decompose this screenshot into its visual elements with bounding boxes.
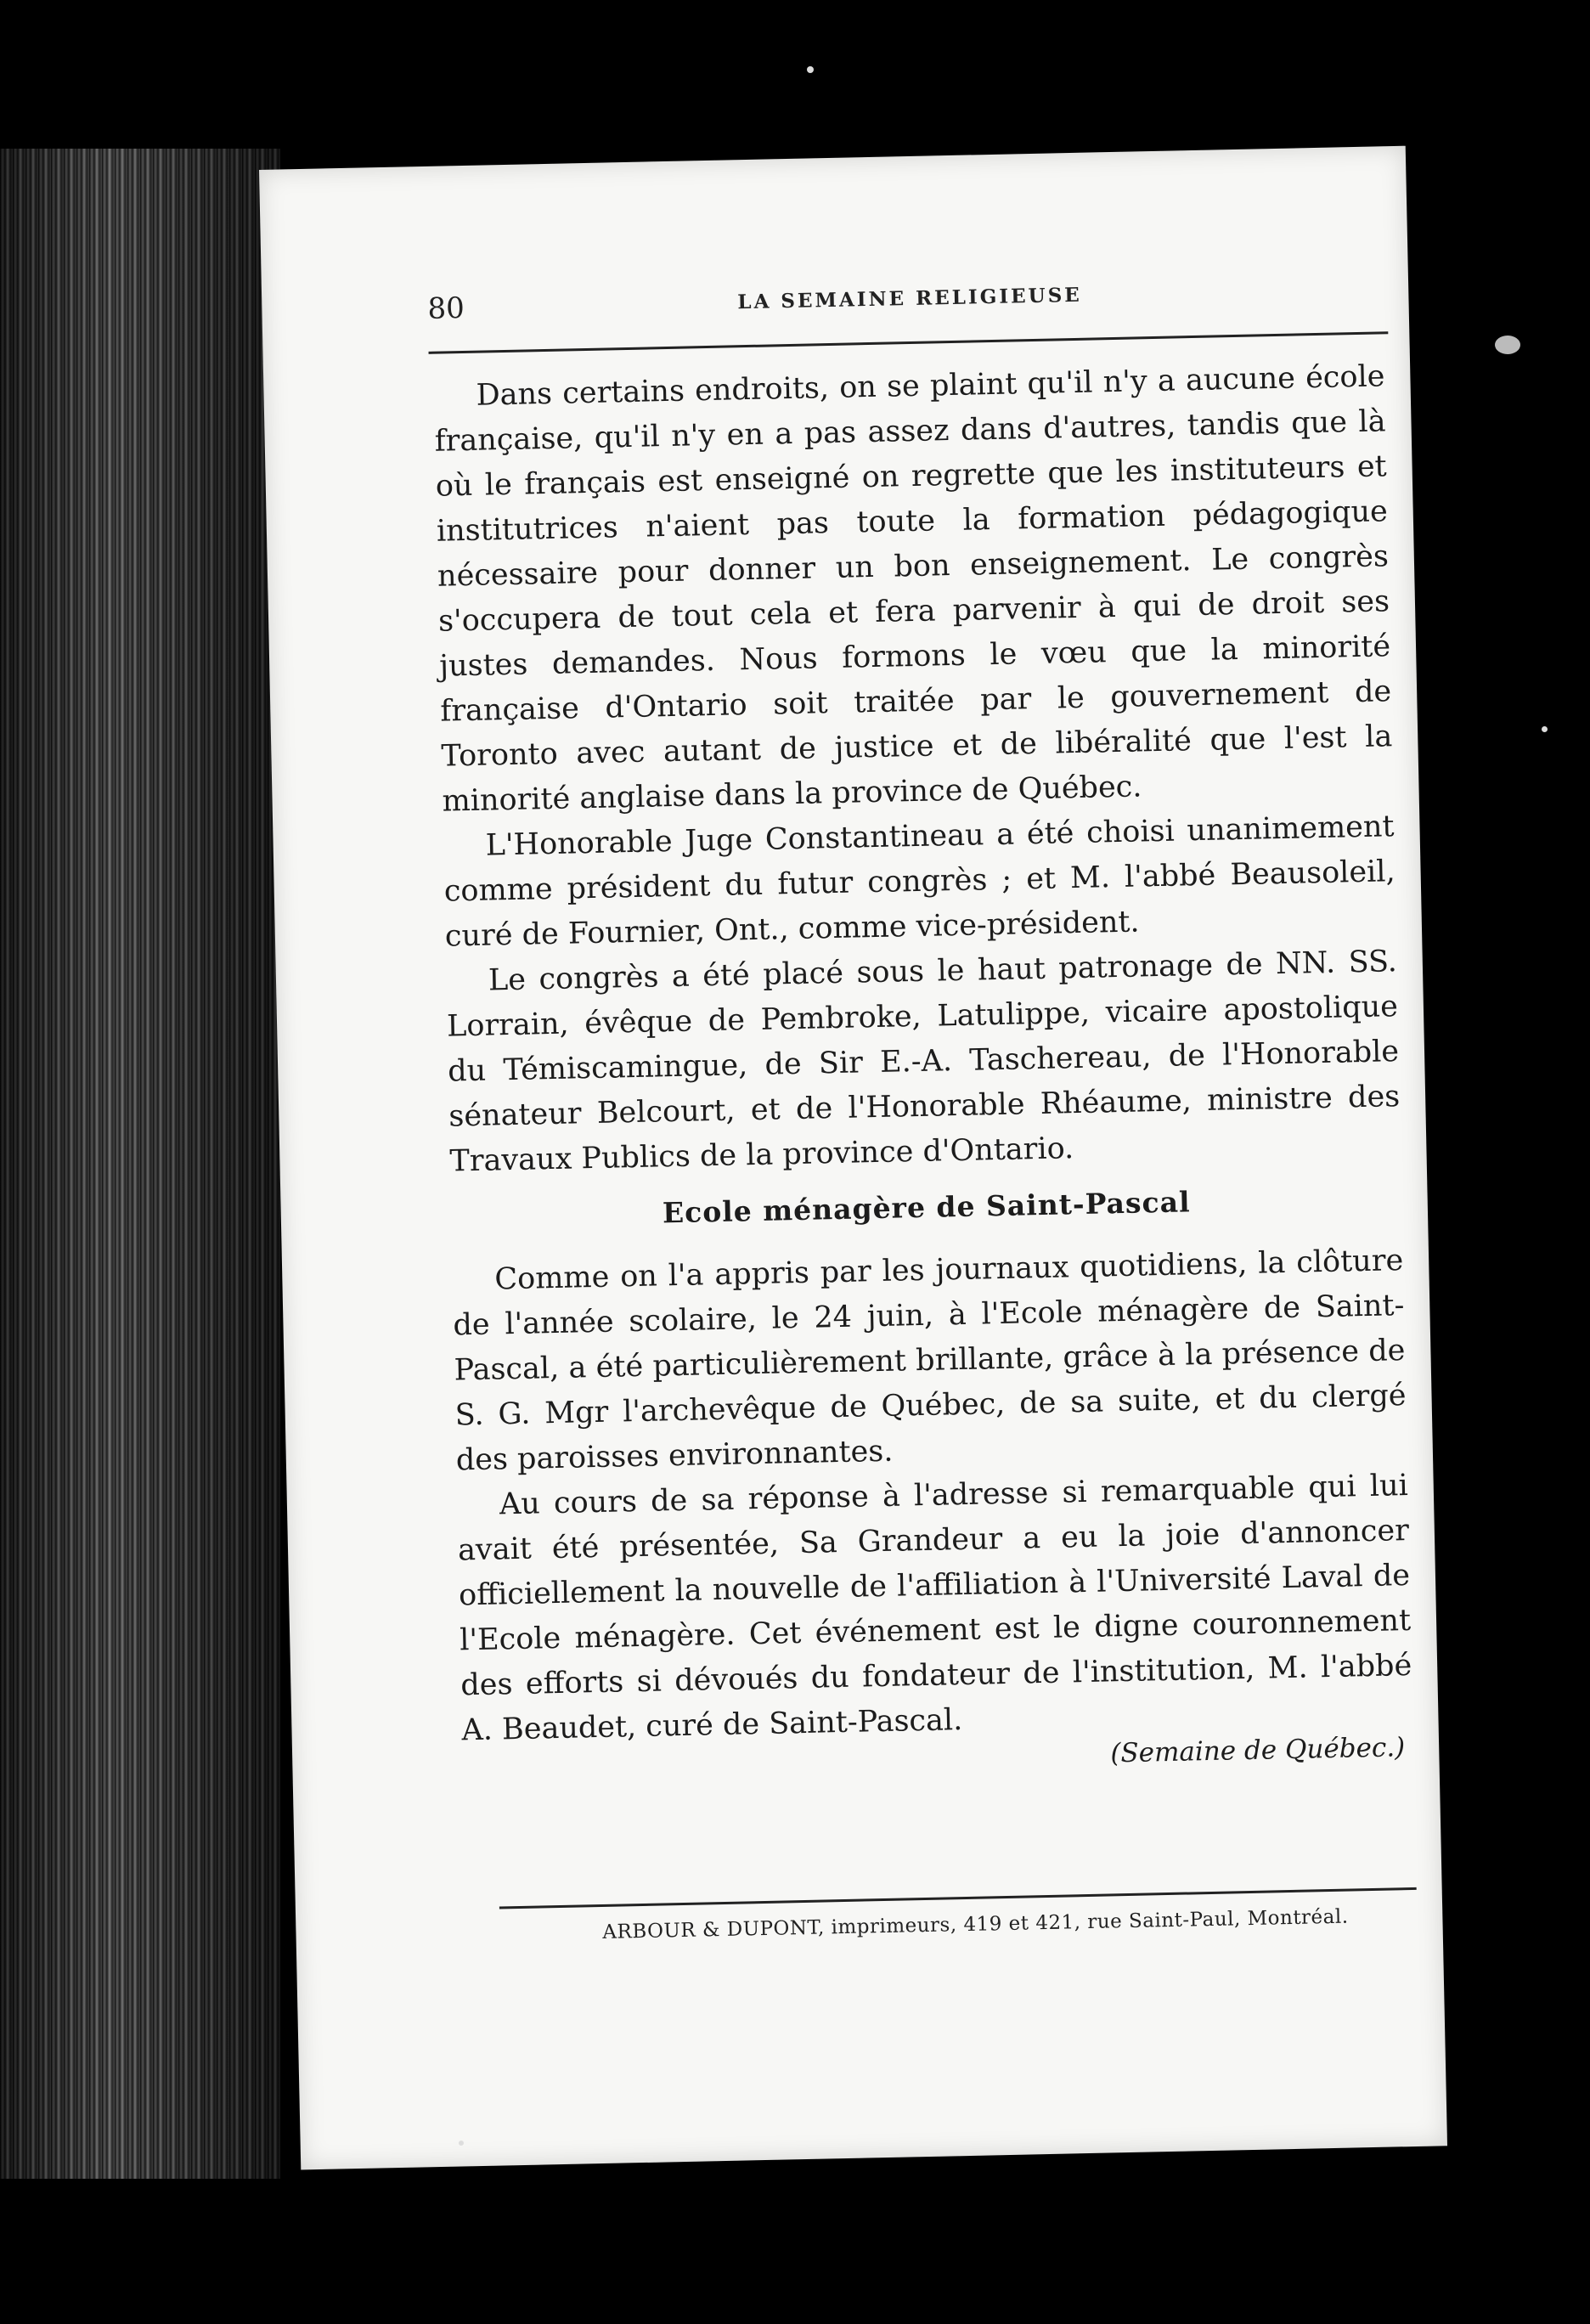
running-head: LA SEMAINE RELIGIEUSE (737, 283, 1083, 314)
article-body (433, 354, 1414, 1790)
book-page-edges (0, 149, 280, 2179)
film-speck (1495, 336, 1520, 354)
book-page (259, 146, 1447, 2170)
paragraph-2: L'Honorable Juge Constantineau a été choisi unanimement comme président du futur congrès ; et M. l'abbé Beausoleil, curé de Fournier, Ont., comme vice-président. (443, 809, 1396, 954)
page-number: 80 (427, 290, 465, 326)
paragraph-1: Dans certains endroits, on se plaint qu'il n'y a aucune école française, qu'il n'y en a pas assez dans d'autres, tandis que là où le français est enseigné on regrette que les instituteurs et institutrices n'aient pas toute la formation pédagogique nécessaire pour donner un bon enseignement. Le congrès s'occupera de tout cela et fera parvenir à qui de droit ses justes demandes. Nous formons le vœu que la minorité française d'Ontario soit traitée par le gouvernement de Toronto avec autant de justice et de libéralité que l'est la minorité anglaise dans la province de Québec. (434, 359, 1393, 819)
page-header (427, 272, 1384, 343)
section-heading: Ecole ménagère de Saint-Pascal (662, 1185, 1191, 1230)
printer-imprint: ARBOUR & DUPONT, imprimeurs, 419 et 421, rue Saint-Paul, Montréal. (602, 1905, 1349, 1943)
section-paragraph-1: Comme on l'a appris par les journaux quotidiens, la clôture de l'année scolaire, le 24 juin, à l'Ecole ménagère de Saint-Pascal, a été particulièrement brillante, grâce à la présence de S. G. Mgr l'archevêque de Québec, de sa suite, et du clergé des paroisses environnantes. (453, 1244, 1407, 1478)
footer-rule (499, 1887, 1417, 1909)
source-attribution: (Semaine de Québec.) (1109, 1732, 1406, 1769)
film-speck (1542, 726, 1548, 732)
paragraph-3: Le congrès a été placé sous le haut patronage de NN. SS. Lorrain, évêque de Pembroke, Latulippe, vicaire apostolique du Témiscamingue, de Sir E.-A. Taschereau, de l'Honorable sénateur Belcourt, et de l'Honorable Rhéaume, ministre des Travaux Publics de la province d'Ontario. (446, 945, 1401, 1179)
section-paragraph-2: Au cours de sa réponse à l'adresse si remarquable qui lui avait été présentée, Sa Grandeur a eu la joie d'annoncer officiellement la nouvelle de l'affiliation à l'Université Laval de l'Ecole ménagère. Cet événement est le digne couronnement des efforts si dévoués du fondateur de l'institution, M. l'abbé A. Beaudet, curé de Saint-Pascal. (457, 1469, 1412, 1748)
film-speck (807, 66, 814, 73)
film-speck (459, 2141, 464, 2146)
